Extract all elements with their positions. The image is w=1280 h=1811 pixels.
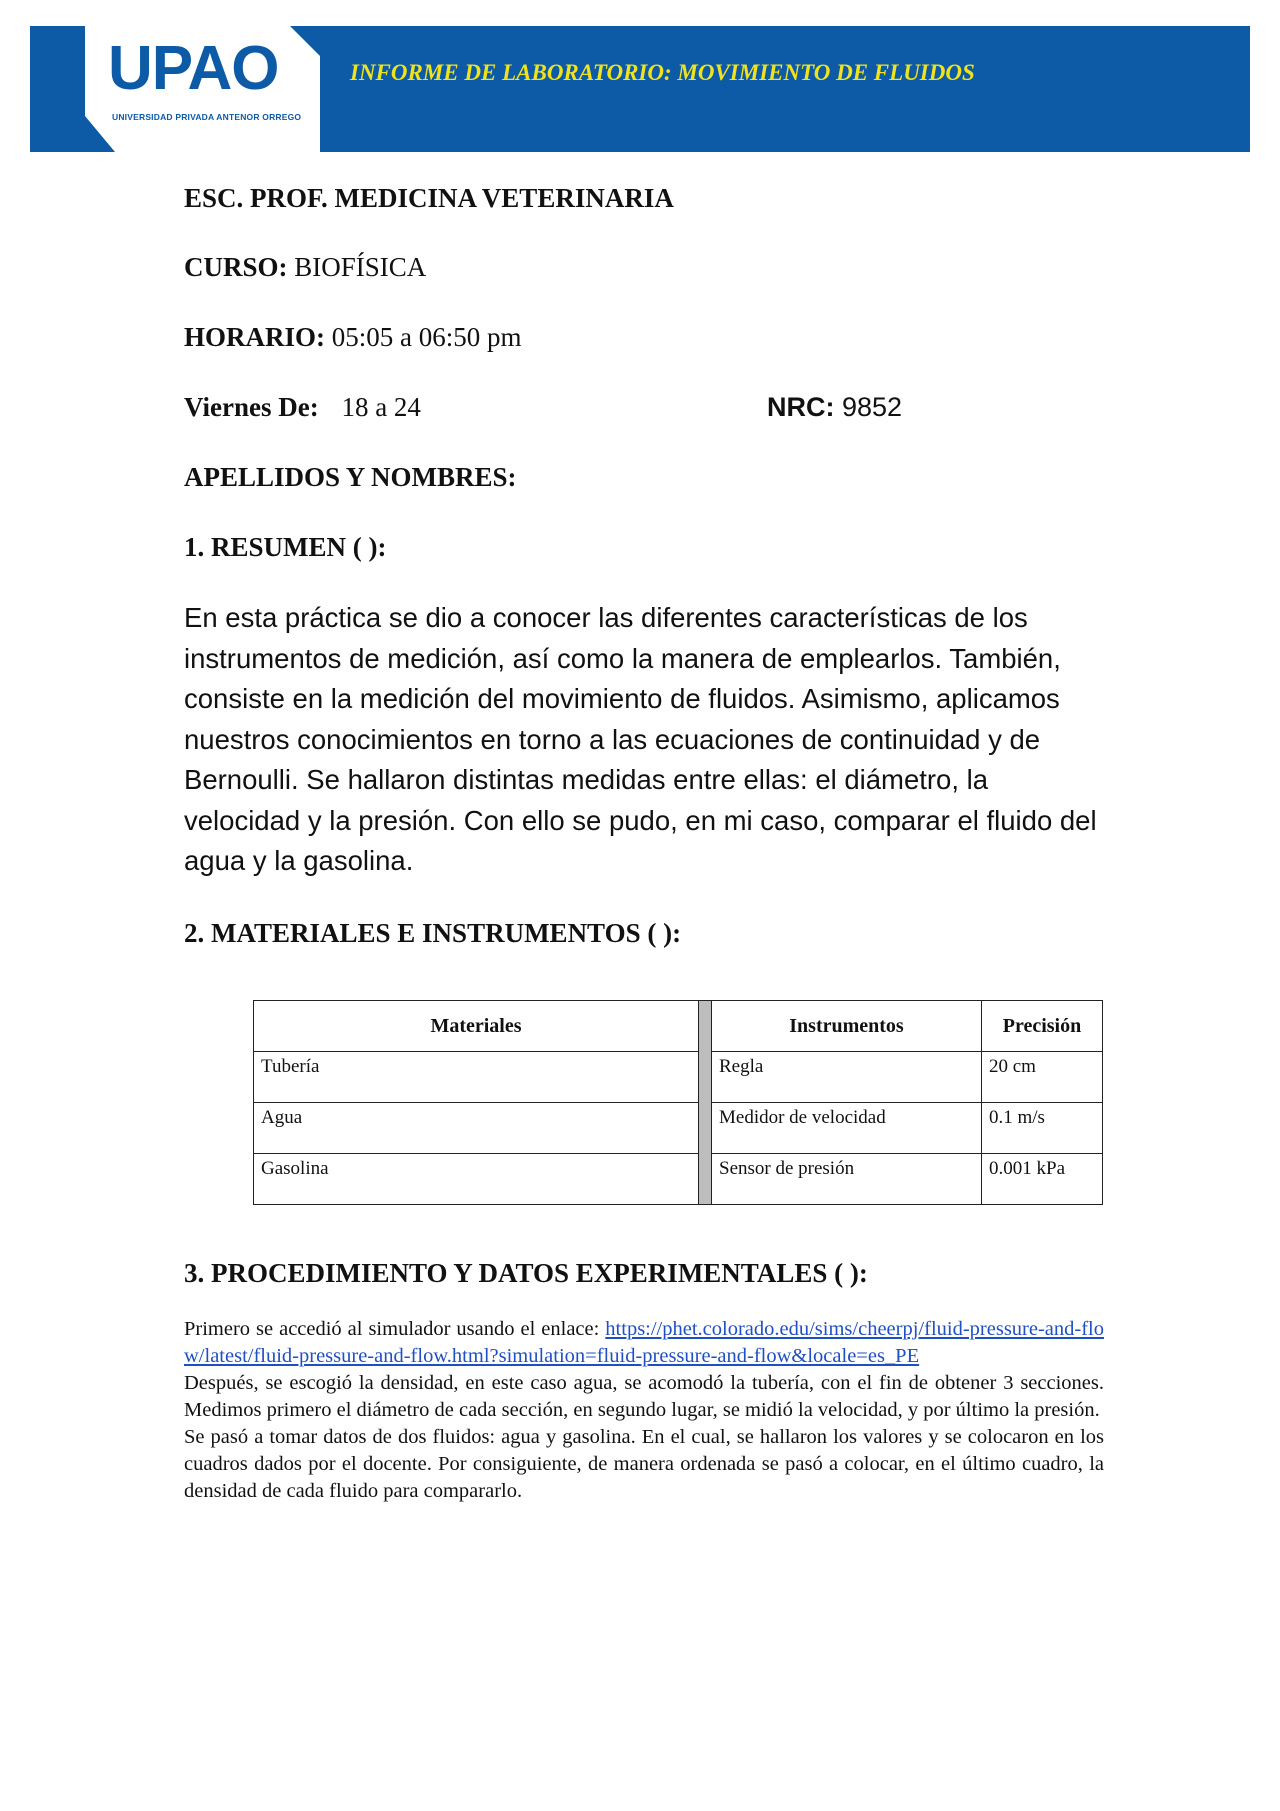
materials-table bbox=[253, 1000, 1103, 1205]
apellidos-label: APELLIDOS Y NOMBRES: bbox=[184, 462, 517, 492]
resumen-text: En esta práctica se dio a conocer las diferentes características de los instrumentos de medición, así como la manera de emplearlos. También, consiste en la medición del movimiento de fluidos. Asimismo, aplicamos nuestros conocimientos en torno a las ecuaciones de continuidad y de Bernoulli. Se hallaron distintas medidas entre ellas: el diámetro, la velocidad y la presión. Con ello se pudo, en mi caso, comparar el fluido del agua y la gasolina. bbox=[184, 602, 1097, 876]
viernes-line bbox=[184, 392, 421, 423]
table-separator bbox=[699, 1001, 712, 1205]
precision-cell: 20 cm bbox=[982, 1052, 1103, 1103]
table-row bbox=[254, 1103, 1103, 1154]
precision-cell: 0.001 kPa bbox=[982, 1154, 1103, 1205]
procedimiento-body bbox=[184, 1316, 1104, 1505]
upao-logo: UPAO bbox=[108, 34, 279, 103]
horario-value: 05:05 a 06:50 pm bbox=[325, 322, 522, 352]
nrc-line bbox=[767, 392, 902, 423]
procedimiento-paragraph-1 bbox=[184, 1316, 1104, 1370]
instrument-cell: Sensor de presión bbox=[712, 1154, 982, 1205]
curso-line bbox=[184, 252, 426, 283]
header-instrumentos: Instrumentos bbox=[712, 1001, 982, 1052]
header-precision: Precisión bbox=[982, 1001, 1103, 1052]
material-cell: Gasolina bbox=[254, 1154, 699, 1205]
table-header-row bbox=[254, 1001, 1103, 1052]
viernes-value: 18 a 24 bbox=[341, 392, 421, 422]
logo-stripe bbox=[30, 26, 85, 152]
header-materiales: Materiales bbox=[254, 1001, 699, 1052]
nrc-value: 9852 bbox=[834, 392, 903, 422]
report-title: INFORME DE LABORATORIO: MOVIMIENTO DE FLUIDOS bbox=[350, 60, 975, 85]
procedimiento-title: 3. PROCEDIMIENTO Y DATOS EXPERIMENTALES ( ): bbox=[184, 1258, 868, 1288]
materiales-title: 2. MATERIALES E INSTRUMENTOS ( ): bbox=[184, 918, 682, 948]
horario-line bbox=[184, 322, 522, 353]
curso-value: BIOFÍSICA bbox=[287, 252, 427, 282]
material-cell: Agua bbox=[254, 1103, 699, 1154]
nrc-label: NRC: bbox=[767, 392, 835, 422]
procedimiento-paragraph-3: Se pasó a tomar datos de dos fluidos: agua y gasolina. En el cual, se hallaron los valores y se colocaron en los cuadros dados por el docente. Por consiguiente, de manera ordenada se pasó a colocar, en el último cuadro, la densidad de cada fluido para compararlo. bbox=[184, 1426, 1104, 1502]
procedimiento-intro: Primero se accedió al simulador usando el enlace: bbox=[184, 1318, 606, 1340]
precision-cell: 0.1 m/s bbox=[982, 1103, 1103, 1154]
horario-label: HORARIO: bbox=[184, 322, 325, 352]
upao-logo-subtitle: UNIVERSIDAD PRIVADA ANTENOR ORREGO bbox=[112, 112, 302, 122]
simulator-link[interactable]: https://phet.colorado.edu/sims/cheerpj/fluid-pressure-and-flow/latest/fluid-pressure-and-flow.html?simulation=fluid-pressure-and-flow&locale=es_PE bbox=[184, 1318, 1104, 1367]
table-row bbox=[254, 1052, 1103, 1103]
resumen-title: 1. RESUMEN ( ): bbox=[184, 532, 387, 562]
instrument-cell: Regla bbox=[712, 1052, 982, 1103]
procedimiento-paragraph-2: Después, se escogió la densidad, en este caso agua, se acomodó la tubería, con el fin de obtener 3 secciones. Medimos primero el diámetro de cada sección, en segundo lugar, se midió la velocidad, y por último la presión. bbox=[184, 1372, 1104, 1421]
escuela-line: ESC. PROF. MEDICINA VETERINARIA bbox=[184, 183, 674, 213]
instrument-cell: Medidor de velocidad bbox=[712, 1103, 982, 1154]
curso-label: CURSO: bbox=[184, 252, 288, 282]
table-row bbox=[254, 1154, 1103, 1205]
viernes-label: Viernes De: bbox=[184, 392, 319, 422]
material-cell: Tubería bbox=[254, 1052, 699, 1103]
